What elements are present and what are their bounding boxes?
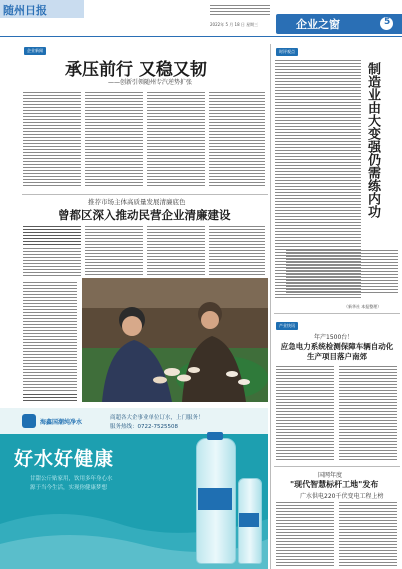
editorial-col-2 — [286, 250, 398, 294]
ad-brand: 海鑫国潮纯净水 — [40, 419, 83, 426]
lead-col-1 — [23, 92, 81, 188]
second-lead-para — [23, 226, 81, 246]
second-col-2 — [85, 226, 143, 276]
ad-sub-1: 甘甜公斤贴家用，饮用多年身心水 — [30, 476, 113, 482]
ad-slogan: 好水好健康 — [14, 448, 115, 470]
photo-caption-lines — [23, 394, 77, 402]
ad-line-1: 商超各大企事业单位订水，上门服务！ — [110, 415, 204, 421]
masthead-logo: 随州日报 — [3, 4, 47, 17]
ad-bottle-cap — [207, 432, 223, 440]
page-number: 5 — [384, 17, 391, 27]
ad-bottle-label — [198, 488, 232, 510]
second-headline: 曾都区深入推动民营企业清廉建设 — [58, 208, 231, 222]
mushroom-photo — [82, 278, 268, 402]
ad-phone: 服务热线：0722-7525508 — [110, 424, 178, 430]
news2-kicker: 国网年度 — [318, 472, 343, 479]
lead-col-3 — [147, 92, 205, 188]
ad-sub-2: 源于当今生活，实现你健康梦想 — [30, 485, 108, 491]
news2-title: "现代智慧标杆工地"发布 — [290, 480, 379, 489]
news2-subtitle: 广水供电220千伏变电工程上榜 — [300, 493, 384, 500]
editorial-byline: （新华社 本报整理） — [344, 304, 382, 309]
column-divider — [270, 44, 271, 569]
divider-lead — [22, 194, 268, 195]
masthead-rule — [0, 36, 402, 37]
section-title: 企业之窗 — [296, 18, 340, 31]
masthead — [0, 0, 402, 40]
divider-right-1 — [274, 313, 400, 314]
news1-kicker: 年产1500台！ — [314, 334, 354, 341]
news2-col-2 — [339, 502, 397, 566]
news1-col-2 — [339, 366, 397, 462]
ad-brand-logo-icon — [22, 414, 36, 428]
second-col-1b — [23, 248, 81, 276]
news2-col-1 — [276, 502, 334, 566]
second-col-narrow — [23, 282, 77, 392]
lead-headline: 承压前行 又稳又韧 — [65, 60, 207, 80]
masthead-info-lines — [210, 5, 270, 17]
masthead-date: 2022年 5 月 18 日 星期三 — [210, 22, 259, 27]
news1-col-1 — [276, 366, 334, 462]
lead-subheadline: ——创新引领随州专汽逆势扩张 — [108, 79, 193, 86]
editorial-title: 制造业由大变强仍需练内功 — [365, 62, 380, 218]
water-ad — [0, 408, 268, 569]
second-col-4 — [209, 226, 265, 276]
tag-commentary: 时评观点 — [276, 48, 298, 56]
photo-illustration — [82, 278, 268, 402]
divider-right-2 — [274, 466, 400, 467]
tag-company-news: 企业新闻 — [24, 47, 46, 55]
news1-title: 应急电力系统检测保障车辆自动化生产项目落户南郊 — [280, 342, 394, 361]
ad-bottle-small-label — [239, 513, 259, 527]
tag-industry: 产业快讯 — [276, 322, 298, 330]
second-col-3 — [147, 226, 205, 276]
lead-col-4 — [209, 92, 265, 188]
second-kicker: 推荐市场主体高质量发展清廉底色 — [88, 198, 186, 206]
lead-col-2 — [85, 92, 143, 188]
